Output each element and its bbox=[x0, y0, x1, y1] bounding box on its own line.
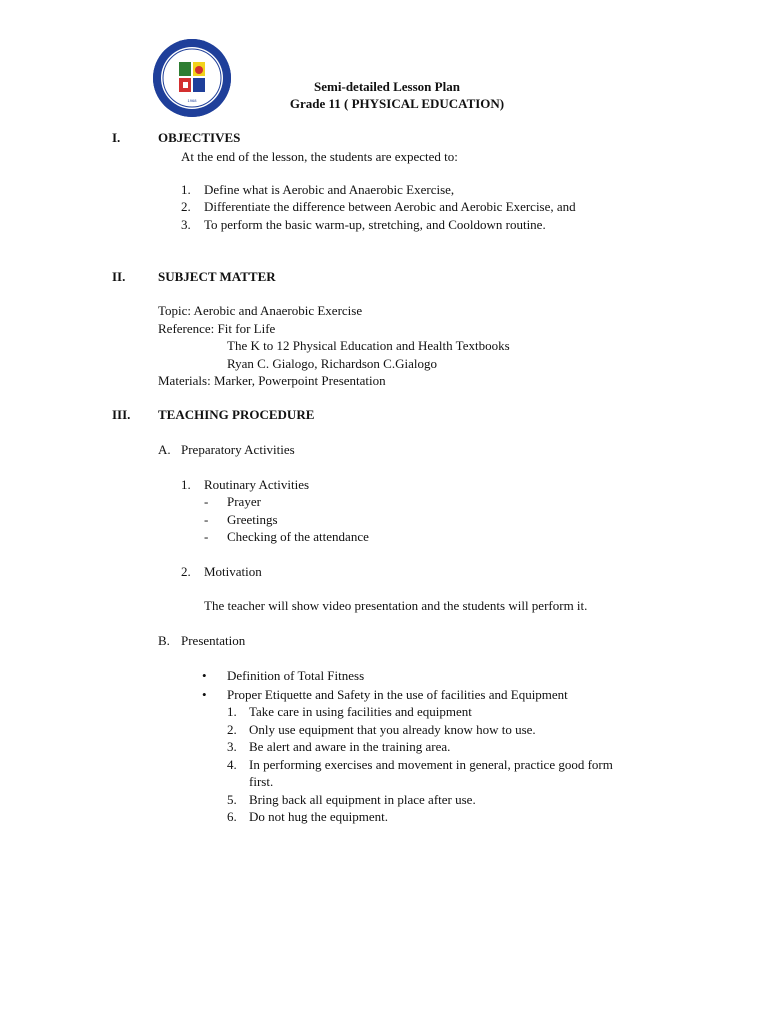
routinary-item: Prayer bbox=[227, 494, 261, 509]
safety-num: 5. bbox=[227, 792, 237, 807]
bullet-icon: • bbox=[202, 687, 207, 702]
safety-num: 4. bbox=[227, 757, 237, 772]
objective-num: 2. bbox=[181, 199, 191, 214]
safety-num: 2. bbox=[227, 722, 237, 737]
routinary-item: Checking of the attendance bbox=[227, 529, 369, 544]
presentation-bullet: Definition of Total Fitness bbox=[227, 668, 365, 683]
section-heading-subject-matter: SUBJECT MATTER bbox=[158, 269, 276, 284]
objective-num: 3. bbox=[181, 217, 191, 232]
safety-item: In performing exercises and movement in general, practice good form bbox=[249, 757, 613, 772]
document-title: Semi-detailed Lesson Plan bbox=[314, 79, 460, 94]
section-heading-objectives: OBJECTIVES bbox=[158, 130, 241, 145]
reference-line-3: Ryan C. Gialogo, Richardson C.Gialogo bbox=[227, 356, 437, 371]
safety-num: 1. bbox=[227, 704, 237, 719]
objectives-intro: At the end of the lesson, the students are expected to: bbox=[181, 149, 458, 164]
document-subtitle: Grade 11 ( PHYSICAL EDUCATION) bbox=[289, 96, 505, 111]
routinary-num: 1. bbox=[181, 477, 191, 492]
safety-item: Be alert and aware in the training area. bbox=[249, 739, 451, 754]
safety-num: 6. bbox=[227, 809, 237, 824]
dash: - bbox=[204, 529, 209, 544]
routinary-activities: Routinary Activities bbox=[204, 477, 310, 492]
safety-item-continuation: first. bbox=[249, 774, 274, 789]
dash: - bbox=[204, 494, 209, 509]
section-numeral-iii: III. bbox=[112, 407, 131, 422]
logo-year: 1968 bbox=[187, 98, 197, 103]
subsection-presentation: Presentation bbox=[181, 633, 246, 648]
objective-text: Define what is Aerobic and Anaerobic Exercise, bbox=[204, 182, 455, 197]
motivation-num: 2. bbox=[181, 564, 191, 579]
subsection-preparatory-activities: Preparatory Activities bbox=[181, 442, 295, 457]
subsection-label-a: A. bbox=[158, 442, 171, 457]
presentation-bullet: Proper Etiquette and Safety in the use of facilities and Equipment bbox=[227, 687, 568, 702]
bullet-icon: • bbox=[202, 668, 207, 683]
objective-text: Differentiate the difference between Aerobic and Aerobic Exercise, and bbox=[204, 199, 576, 214]
section-heading-teaching-procedure: TEACHING PROCEDURE bbox=[158, 407, 315, 422]
materials-line: Materials: Marker, Powerpoint Presentation bbox=[158, 373, 386, 388]
motivation-heading: Motivation bbox=[204, 564, 262, 579]
safety-item: Bring back all equipment in place after use. bbox=[249, 792, 476, 807]
dash: - bbox=[204, 512, 209, 527]
safety-item: Do not hug the equipment. bbox=[249, 809, 389, 824]
safety-item: Only use equipment that you already know how to use. bbox=[249, 722, 536, 737]
motivation-text: The teacher will show video presentation and the students will perform it. bbox=[204, 598, 588, 613]
objective-text: To perform the basic warm-up, stretching, and Cooldown routine. bbox=[204, 217, 546, 232]
reference-line: Reference: Fit for Life bbox=[158, 321, 276, 336]
safety-num: 3. bbox=[227, 739, 237, 754]
topic-line: Topic: Aerobic and Anaerobic Exercise bbox=[158, 303, 363, 318]
subsection-label-b: B. bbox=[158, 633, 170, 648]
objective-num: 1. bbox=[181, 182, 191, 197]
section-numeral-i: I. bbox=[112, 130, 121, 145]
safety-item: Take care in using facilities and equipment bbox=[249, 704, 472, 719]
section-numeral-ii: II. bbox=[112, 269, 126, 284]
routinary-item: Greetings bbox=[227, 512, 278, 527]
reference-line-2: The K to 12 Physical Education and Health Textbooks bbox=[227, 338, 510, 353]
